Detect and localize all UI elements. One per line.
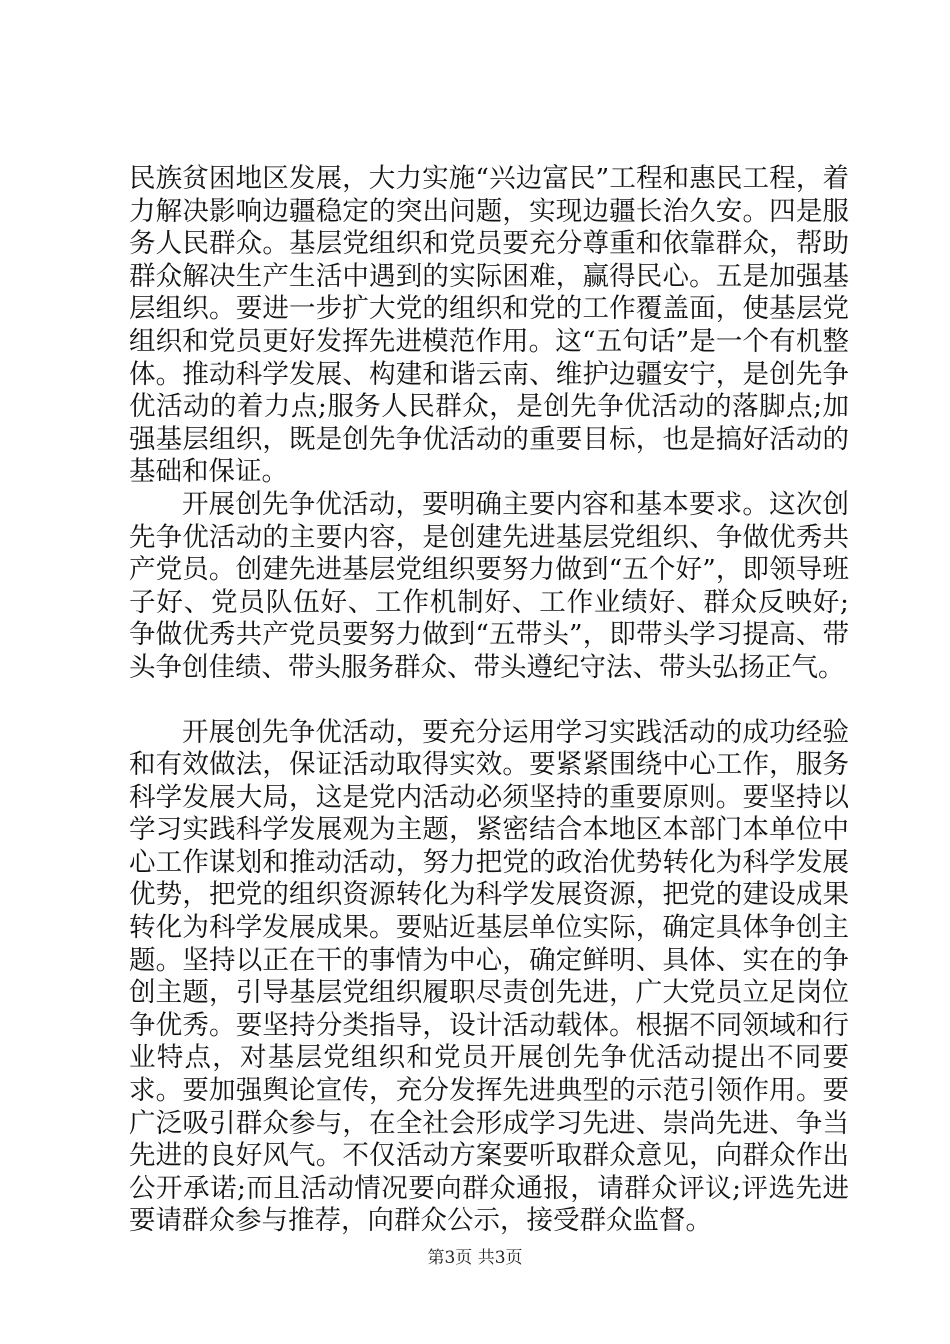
page-footer: 第3页 共3页 [427,1248,523,1268]
paragraph-content-requirements: 开展创先争优活动，要明确主要内容和基本要求。这次创先争优活动的主要内容，是创建先进基层党组织、争做优秀共产党员。创建先进基层党组织要努力做到“五个好”，即领导班子好、党员队伍好、工作机制好、工作业绩好、群众反映好;争做优秀共产党员要努力做到“五带头”，即带头学习提高、带头争创佳绩、带头服务群众、带头遵纪守法、带头弘扬正气。 [129,488,849,683]
paragraph-methods: 开展创先争优活动，要充分运用学习实践活动的成功经验和有效做法，保证活动取得实效。要紧紧围绕中心工作，服务科学发展大局，这是党内活动必须坚持的重要原则。要坚持以学习实践科学发展观为主题，紧密结合本地区本部门本单位中心工作谋划和推动活动，努力把党的政治优势转化为科学发展优势，把党的组织资源转化为科学发展资源，把党的建设成果转化为科学发展成果。要贴近基层单位实际，确定具体争创主题。坚持以正在干的事情为中心，确定鲜明、具体、实在的争创主题，引导基层党组织履职尽责创先进，广大党员立足岗位争优秀。要坚持分类指导，设计活动载体。根据不同领域和行业特点，对基层党组织和党员开展创先争优活动提出不同要求。要加强舆论宣传，充分发挥先进典型的示范引领作用。要广泛吸引群众参与，在全社会形成学习先进、崇尚先进、争当先进的良好风气。不仅活动方案要听取群众意见，向群众作出公开承诺;而且活动情况要向群众通报，请群众评议;评选先进要请群众参与推荐，向群众公示，接受群众监督。 [129,716,849,1237]
document-body [129,163,849,1238]
paragraph-continuation: 民族贫困地区发展，大力实施“兴边富民”工程和惠民工程，着力解决影响边疆稳定的突出问题，实现边疆长治久安。四是服务人民群众。基层党组织和党员要充分尊重和依靠群众，帮助群众解决生产生活中遇到的实际困难，赢得民心。五是加强基层组织。要进一步扩大党的组织和党的工作覆盖面，使基层党组织和党员更好发挥先进模范作用。这“五句话”是一个有机整体。推动科学发展、构建和谐云南、维护边疆安宁，是创先争优活动的着力点;服务人民群众，是创先争优活动的落脚点;加强基层组织，既是创先争优活动的重要目标，也是搞好活动的基础和保证。 [129,163,849,488]
